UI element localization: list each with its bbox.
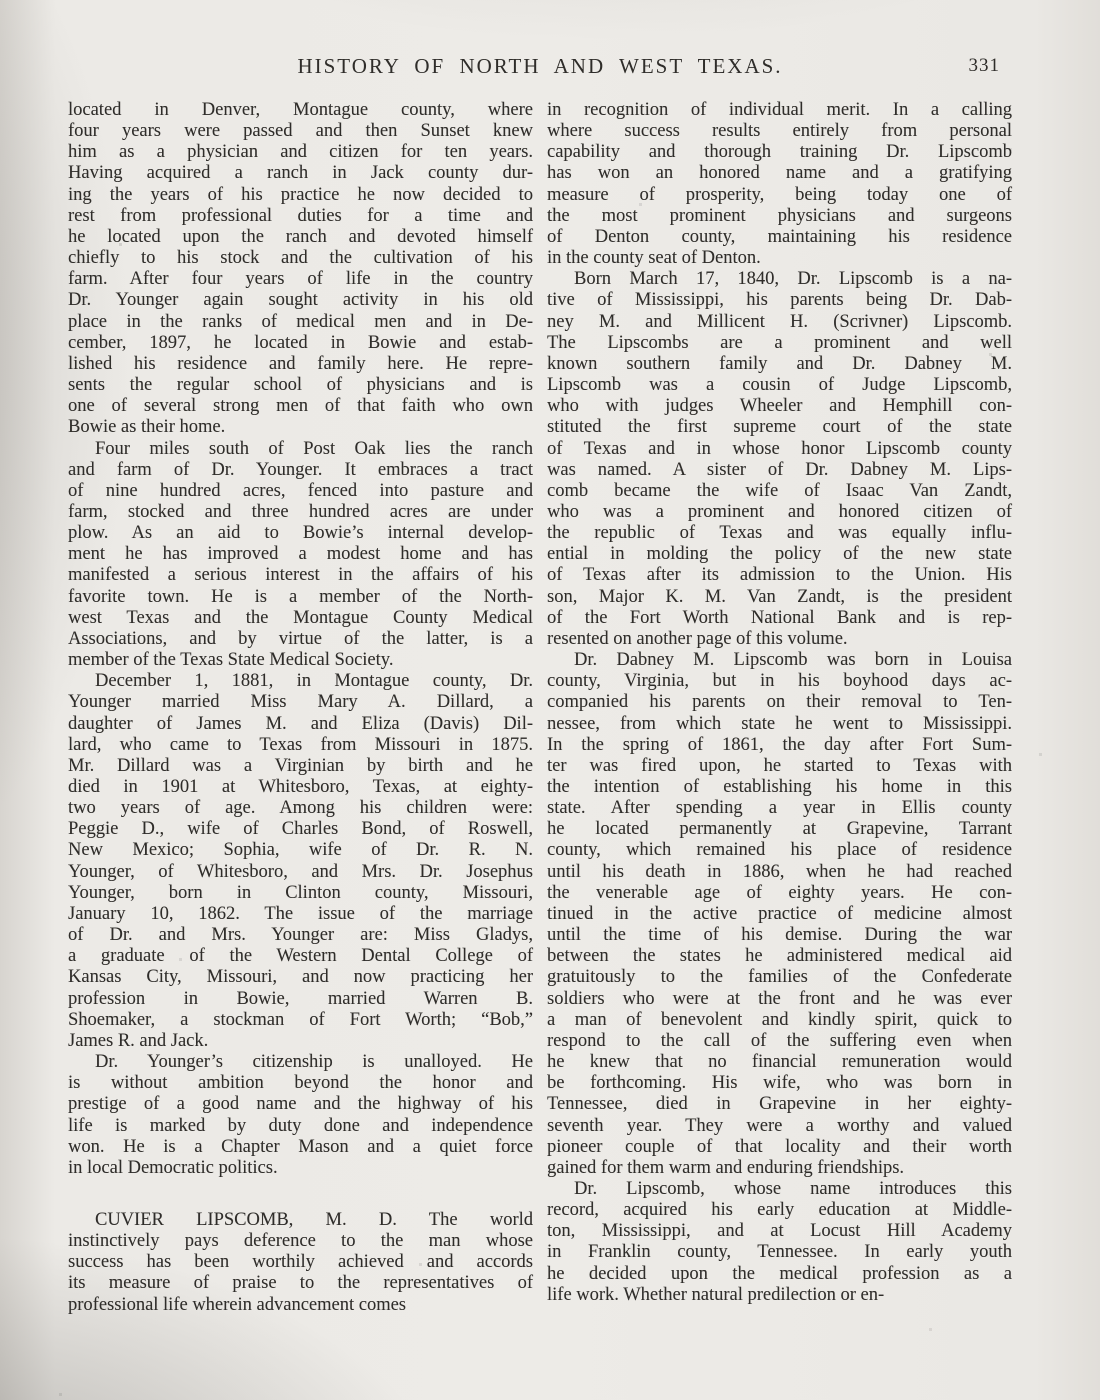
text-line: Younger, of Whitesboro, and Mrs. Dr. Josephus [68,861,533,882]
text-line: of Dr. and Mrs. Younger are: Miss Gladys, [68,925,533,946]
text-line: west Texas and the Montague County Medical [68,607,533,628]
text-line: in recognition of individual merit. In a calling [547,100,1012,120]
text-line: in Franklin county, Tennessee. In early youth [547,1242,1012,1263]
text-line: success has been worthily achieved and accords [68,1252,533,1273]
text-line: Shoemaker, a stockman of Fort Worth; “Bob,” [68,1009,533,1030]
text-line: where success results entirely from personal [547,121,1012,142]
text-line: comb became the wife of Isaac Van Zandt, [547,480,1012,501]
text-line: was named. A sister of Dr. Dabney M. Lips- [547,459,1012,480]
text-line: Younger married Miss Mary A. Dillard, a [68,692,533,713]
paragraph [547,269,1012,650]
text-line: Mr. Dillard was a Virginian by birth and he [68,755,533,776]
text-line: member of the Texas State Medical Society. [68,650,394,671]
text-line: prestige of a good name and the highway of his [68,1094,533,1115]
text-line: of nine hundred acres, fenced into pasture and [68,480,533,501]
text-line: Dr. Younger again sought activity in his old [68,290,533,311]
paper-specks [0,54,1,55]
text-line: Tennessee, died in Grapevine in her eighty- [547,1094,1012,1115]
text-line: the most prominent physicians and surgeons [547,205,1012,226]
text-line: The Lipscombs are a prominent and well [547,332,1012,353]
paragraph [547,1179,1012,1306]
text-line: December 1, 1881, in Montague county, Dr. [95,671,533,692]
paragraph [68,100,533,439]
text-line: lished his residence and family here. He repre- [68,353,533,374]
text-line: sents the regular school of physicians and is [68,375,533,396]
text-line: until his death in 1886, when he had reached [547,861,1012,882]
page-number: 331 [968,55,1000,76]
text-line: until the time of his demise. During the war [547,925,1012,946]
text-line: four years were passed and then Sunset knew [68,121,533,142]
text-line: CUVIER LIPSCOMB, M. D. The world [95,1209,533,1230]
page-header [68,54,1012,80]
text-line: he located permanently at Grapevine, Tarrant [547,819,1012,840]
text-line: and farm of Dr. Younger. It embraces a tract [68,459,533,480]
paragraph [68,671,533,1052]
text-line: Kansas City, Missouri, and now practicing her [68,967,533,988]
text-line: farm, stocked and three hundred acres are under [68,501,533,522]
text-line: January 10, 1862. The issue of the marriage [68,903,533,924]
text-line: Dr. Lipscomb, whose name introduces this [574,1178,1012,1199]
text-line: ter was fired upon, he started to Texas with [547,755,1012,776]
text-line: the venerable age of eighty years. He con- [547,882,1012,903]
text-line: companied his parents on their removal to Ten- [547,692,1012,713]
text-line: be forthcoming. His wife, who was born in [547,1073,1012,1094]
text-line: rest from professional duties for a time and [68,205,533,226]
text-line: has won an honored name and a gratifying [547,163,1012,184]
text-line: Having acquired a ranch in Jack county dur- [68,163,533,184]
text-line: plow. As an aid to Bowie’s internal develop- [68,523,533,544]
paragraph [68,439,533,672]
text-line: is without ambition beyond the honor and [68,1073,533,1094]
text-line: ential in molding the policy of the new state [547,544,1012,565]
text-line: of Texas after its admission to the Union. His [547,565,1012,586]
text-line: soldiers who were at the front and he was ever [547,988,1012,1009]
text-line: state. After spending a year in Ellis county [547,798,1012,819]
text-line: manifested a serious interest in the affairs of his [68,565,533,586]
text-line: of the Fort Worth National Bank and is rep- [547,607,1012,628]
text-line: lard, who came to Texas from Missouri in 1875. [68,734,533,755]
paragraph [547,100,1012,269]
text-line: who with judges Wheeler and Hemphill con- [547,396,1012,417]
text-line: of Texas and in whose honor Lipscomb county [547,438,1012,459]
page-title: HISTORY OF NORTH AND WEST TEXAS. [297,54,783,78]
text-line: Bowie as their home. [68,417,226,438]
text-line: he decided upon the medical profession as a [547,1263,1012,1284]
text-line: the republic of Texas and was equally influ- [547,523,1012,544]
text-line: seventh year. They were a worthy and valued [547,1115,1012,1136]
text-line: place in the ranks of medical men and in De- [68,311,533,332]
text-line: nessee, from which state he went to Mississippi. [547,713,1012,734]
text-line: ton, Mississippi, and at Locust Hill Academy [547,1221,1012,1242]
text-line: the intention of establishing his home in this [547,777,1012,797]
paragraph [68,1052,533,1179]
text-line: won. He is a Chapter Mason and a quiet force [68,1136,533,1157]
text-line: died in 1901 at Whitesboro, Texas, at eighty- [68,777,533,797]
text-line: instinctively pays deference to the man whose [68,1231,533,1252]
text-columns [68,100,1012,1316]
text-line: Dr. Younger’s citizenship is unalloyed. He [95,1052,533,1073]
text-line: he knew that no financial remuneration would [547,1052,1012,1073]
text-line: county, Virginia, but in his boyhood days ac- [547,671,1012,692]
column-right [547,100,1012,1316]
text-line: measure of prosperity, being today one of [547,184,1012,205]
text-line: he located upon the ranch and devoted himself [68,226,533,247]
text-line: New Mexico; Sophia, wife of Dr. R. N. [68,840,533,861]
text-line: profession in Bowie, married Warren B. [68,988,533,1009]
text-line: James R. and Jack. [68,1030,209,1051]
text-line: Dr. Dabney M. Lipscomb was born in Louisa [574,650,1012,671]
text-line: Associations, and by virtue of the latter, is a [68,628,533,649]
column-left [68,100,533,1316]
text-line: life work. Whether natural predilection or en- [547,1284,885,1305]
text-line: respond to the call of the suffering even when [547,1030,1012,1051]
text-line: who was a prominent and honored citizen of [547,501,1012,522]
text-line: in the county seat of Denton. [547,248,761,269]
text-line: In the spring of 1861, the day after Fort Sum- [547,734,1012,755]
text-line: cember, 1897, he located in Bowie and estab- [68,332,533,353]
text-line: Younger, born in Clinton county, Missouri, [68,882,533,903]
text-line: Born March 17, 1840, Dr. Lipscomb is a na- [574,269,1012,290]
text-line: ing the years of his practice he now decided to [68,184,533,205]
text-line: tive of Mississippi, his parents being Dr. Dab- [547,290,1012,311]
text-line: capability and thorough training Dr. Lipscomb [547,142,1012,163]
text-line: gained for them warm and enduring friendships. [547,1157,905,1178]
text-line: county, which remained his place of residence [547,840,1012,861]
text-line: stituted the first supreme court of the state [547,417,1012,438]
text-line: him as a physician and citizen for ten years. [68,142,533,163]
text-line: located in Denver, Montague county, where [68,100,533,120]
text-line: pioneer couple of that locality and their worth [547,1136,1012,1157]
text-line: ney M. and Millicent H. (Scrivner) Lipscomb. [547,311,1012,332]
text-line: two years of age. Among his children were: [68,798,533,819]
text-line: farm. After four years of life in the country [68,269,533,290]
text-line: Four miles south of Post Oak lies the ranch [95,438,533,459]
text-line: in local Democratic politics. [68,1157,278,1178]
text-line: its measure of praise to the representatives of [68,1273,533,1294]
text-line: Lipscomb was a cousin of Judge Lipscomb, [547,375,1012,396]
text-line: a man of benevolent and kindly spirit, quick to [547,1009,1012,1030]
paragraph [68,1210,533,1316]
text-line: known southern family and Dr. Dabney M. [547,353,1012,374]
text-line: between the states he administered medical aid [547,946,1012,967]
text-line: favorite town. He is a member of the North- [68,586,533,607]
paragraph [547,650,1012,1179]
text-line: of Denton county, maintaining his residence [547,226,1012,247]
text-line: son, Major K. M. Van Zandt, is the president [547,586,1012,607]
text-line: one of several strong men of that faith who own [68,396,533,417]
text-line: record, acquired his early education at Middle- [547,1200,1012,1221]
text-line: ment he has improved a modest home and has [68,544,533,565]
text-line: life is marked by duty done and independence [68,1115,533,1136]
text-line: chiefly to his stock and the cultivation of his [68,248,533,269]
text-line: gratuitously to the families of the Confederate [547,967,1012,988]
text-line: resented on another page of this volume. [547,628,848,649]
text-line: professional life wherein advancement comes [68,1294,407,1315]
text-line: daughter of James M. and Eliza (Davis) Dil- [68,713,533,734]
text-line: Peggie D., wife of Charles Bond, of Roswell, [68,819,533,840]
text-line: a graduate of the Western Dental College of [68,946,533,967]
text-line: tinued in the active practice of medicine almost [547,903,1012,924]
